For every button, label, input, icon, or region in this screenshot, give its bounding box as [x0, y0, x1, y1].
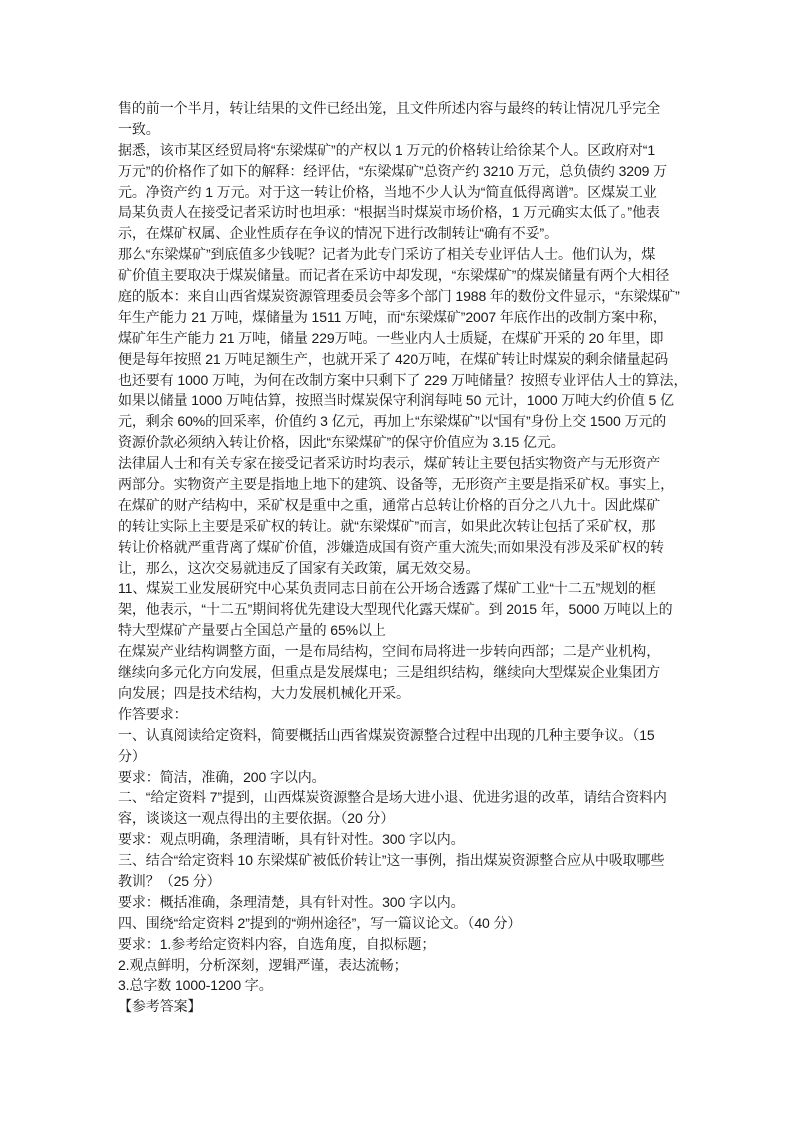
text-line: 的转让实际上主要是采矿权的转让。就“东梁煤矿”而言，如果此次转让包括了采矿权，那 [118, 517, 656, 534]
text-line: 二、“给定资料 7”提到，山西煤炭资源整合是场大进小退、优进劣退的改革，请结合资料内 [118, 789, 667, 806]
document-body [118, 98, 718, 1017]
text-line: 便是每年按照 21 万吨足额生产，也就开采了 420万吨，在煤矿转让时煤炭的剩余储量起码 [118, 350, 669, 367]
text-line: 三、结合“给定资料 10 东梁煤矿被低价转让”这一事例，指出煤炭资源整合应从中吸取哪些 [118, 852, 665, 869]
text-line: 资源价款必须纳入转让价格，因此“东梁煤矿”的保守价值应为 3.15 亿元。 [118, 434, 565, 451]
text-line: 11、煤炭工业发展研究中心某负责同志日前在公开场合透露了煤矿工业“十二五”规划的框 [118, 580, 656, 597]
text-line: 分） [118, 747, 146, 764]
text-line: 作答要求： [118, 705, 188, 722]
text-line: 要求：简洁，准确，200 字以内。 [118, 768, 326, 785]
text-line: 两部分。实物资产主要是指地上地下的建筑、设备等，无形资产主要是指采矿权。事实上， [118, 476, 674, 493]
text-line: 元。净资产约 1 万元。对于这一转让价格，当地不少人认为“简直低得离谱”。区煤炭工业 [118, 183, 657, 200]
text-line: 法律届人士和有关专家在接受记者采访时均表示，煤矿转让主要包括实物资产与无形资产 [118, 455, 661, 472]
text-line: 煤矿年生产能力 21 万吨，储量 229万吨。一些业内人士质疑，在煤矿开采的 20 年里，即 [118, 329, 664, 346]
text-line: 3.总字数 1000-1200 字。 [118, 977, 273, 994]
text-line: 容，谈谈这一观点得出的主要依据。（20 分） [118, 810, 395, 827]
text-line: 万元”的价格作了如下的解释：经评估，“东梁煤矿”总资产约 3210 万元，总负债约 3209 万 [118, 162, 668, 179]
text-line: 一、认真阅读给定资料，简要概括山西省煤炭资源整合过程中出现的几种主要争议。（15 [118, 726, 655, 743]
text-line: 向发展；四是技术结构，大力发展机械化开采。 [118, 684, 410, 701]
text-line: 局某负责人在接受记者采访时也坦承：“根据当时煤炭市场价格，1 万元确实太低了。”他表 [118, 204, 660, 221]
text-line: 架，他表示，“十二五”期间将优先建设大型现代化露天煤矿。到 2015 年，5000 万吨以上的 [118, 601, 673, 618]
text-line: 让，那么，这次交易就违反了国家有关政策，属无效交易。 [118, 559, 480, 576]
text-line: 在煤炭产业结构调整方面，一是布局结构，空间布局将进一步转向西部；二是产业机构， [118, 643, 661, 660]
text-line: 据悉，该市某区经贸局将“东梁煤矿”的产权以 1 万元的价格转让给徐某个人。区政府对“1 [118, 141, 656, 158]
text-line: 教训？（25 分） [118, 872, 221, 889]
text-line: 2.观点鲜明，分析深刻，逻辑严谨，表达流畅； [118, 956, 408, 973]
text-line: 继续向多元化方向发展，但重点是发展煤电；三是组织结构，继续向大型煤炭企业集团方 [118, 664, 661, 681]
text-line: 那么“东梁煤矿”到底值多少钱呢？记者为此专门采访了相关专业评估人士。他们认为，煤 [118, 246, 656, 263]
text-line: 矿价值主要取决于煤炭储量。而记者在采访中却发现，“东梁煤矿”的煤炭储量有两个大相径 [118, 267, 670, 284]
text-line: 要求：观点明确，条理清晰，具有针对性。300 字以内。 [118, 831, 465, 848]
text-line: 四、围绕“给定资料 2”提到的“朔州途径”，写一篇议论文。（40 分） [118, 914, 522, 931]
text-line: 售的前一个半月，转让结果的文件已经出笼，且文件所述内容与最终的转让情况几乎完全 [118, 100, 661, 116]
text-line: 要求：概括准确，条理清楚，具有针对性。300 字以内。 [118, 893, 465, 910]
text-line: 一致。 [118, 120, 160, 137]
text-line: 特大型煤矿产量要占全国总产量的 65%以上 [118, 622, 386, 639]
text-line: 也还要有 1000 万吨，为何在改制方案中只剩下了 229 万吨储量？按照专业评估人士的算法， [118, 371, 688, 388]
text-line: 在煤矿的财产结构中，采矿权是重中之重，通常占总转让价格的百分之八九十。因此煤矿 [118, 496, 661, 513]
text-line: 示，在煤矿权属、企业性质存在争议的情况下进行改制转让“确有不妥”。 [118, 225, 559, 242]
text-line: 【参考答案】 [118, 998, 202, 1015]
text-line: 要求：1.参考给定资料内容，自选角度，自拟标题； [118, 935, 436, 952]
text-line: 庭的版本：来自山西省煤炭资源管理委员会等多个部门 1988 年的数份文件显示，“东梁煤矿” [118, 288, 680, 305]
text-line: 年生产能力 21 万吨，煤储量为 1511 万吨，而“东梁煤矿”2007 年底作出的改制方案中称， [118, 308, 667, 325]
text-line: 转让价格就严重背离了煤矿价值，涉嫌造成国有资产重大流失;而如果没有涉及采矿权的转 [118, 538, 664, 555]
text-line: 元，剩余 60%的回采率，价值约 3 亿元，再加上“东梁煤矿”以“国有”身份上交 1500 万元的 [118, 413, 667, 430]
text-line: 如果以储量 1000 万吨估算，按照当时煤炭保守利润每吨 50 元计，1000 万吨大约价值 5 亿 [118, 392, 674, 409]
